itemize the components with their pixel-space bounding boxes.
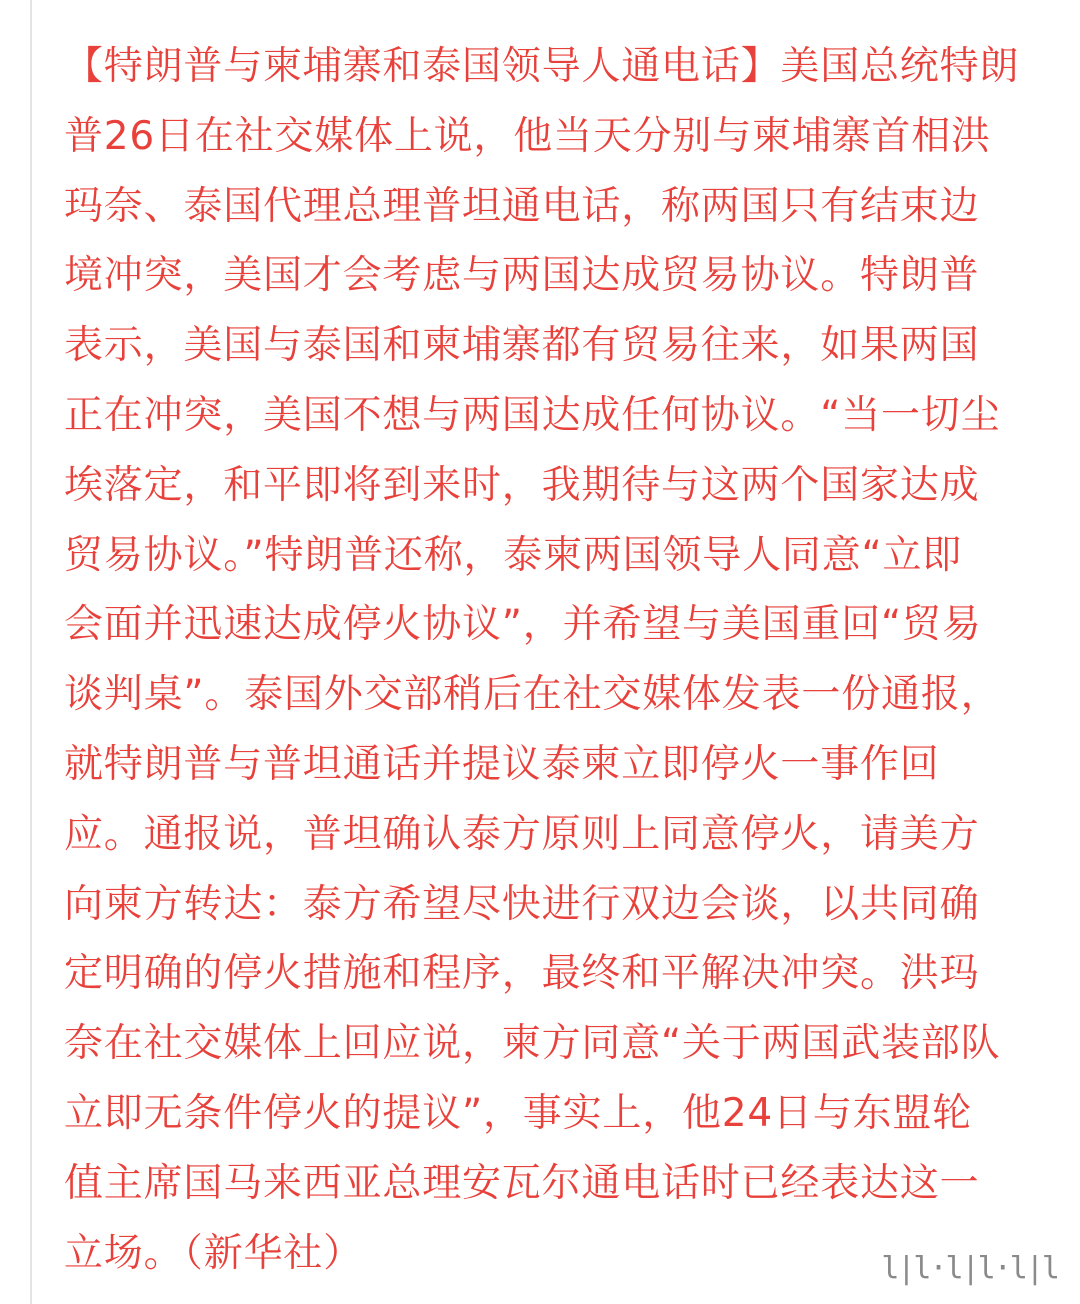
article-line: 立场。（新华社） <box>64 1230 363 1276</box>
article-line: 就特朗普与普坦通话并提议泰柬立即停火一事作回 <box>64 741 940 787</box>
article-line: 贸易协议。”特朗普还称，泰柬两国领导人同意“立即 <box>64 532 963 578</box>
article-line: 向柬方转达：泰方希望尽快进行双边会谈，以共同确 <box>64 881 980 927</box>
article-line: 埃落定，和平即将到来时，我期待与这两个国家达成 <box>64 462 980 508</box>
article-line: 正在冲突，美国不想与两国达成任何协议。“当一切尘 <box>64 392 1001 438</box>
article-line: 境冲突，美国才会考虑与两国达成贸易协议。特朗普 <box>64 253 980 299</box>
news-article <box>64 32 1054 1288</box>
article-line: 应。通报说，普坦确认泰方原则上同意停火，请美方 <box>64 811 980 857</box>
article-line: 值主席国马来西亚总理安瓦尔通电话时已经表达这一 <box>64 1160 980 1206</box>
article-line: 奈在社交媒体上回应说，柬方同意“关于两国武装部队 <box>64 1021 1001 1067</box>
page-left-border <box>30 0 32 1304</box>
article-line: 定明确的停火措施和程序，最终和平解决冲突。洪玛 <box>64 951 980 997</box>
article-line: 会面并迅速达成停火协议”，并希望与美国重回“贸易 <box>64 602 982 648</box>
article-line: 玛奈、泰国代理总理普坦通电话，称两国只有结束边 <box>64 183 980 229</box>
article-line: 普26日在社交媒体上说，他当天分别与柬埔寨首相洪 <box>64 113 991 159</box>
article-line: 谈判桌”。泰国外交部稍后在社交媒体发表一份通报， <box>64 672 1001 718</box>
article-line: 【特朗普与柬埔寨和泰国领导人通电话】美国总统特朗 <box>64 44 1020 89</box>
watermark: l|l·l|l·l|l <box>881 1251 1058 1286</box>
article-line: 立即无条件停火的提议”，事实上，他24日与东盟轮 <box>64 1090 973 1136</box>
article-line: 表示，美国与泰国和柬埔寨都有贸易往来，如果两国 <box>64 323 980 369</box>
